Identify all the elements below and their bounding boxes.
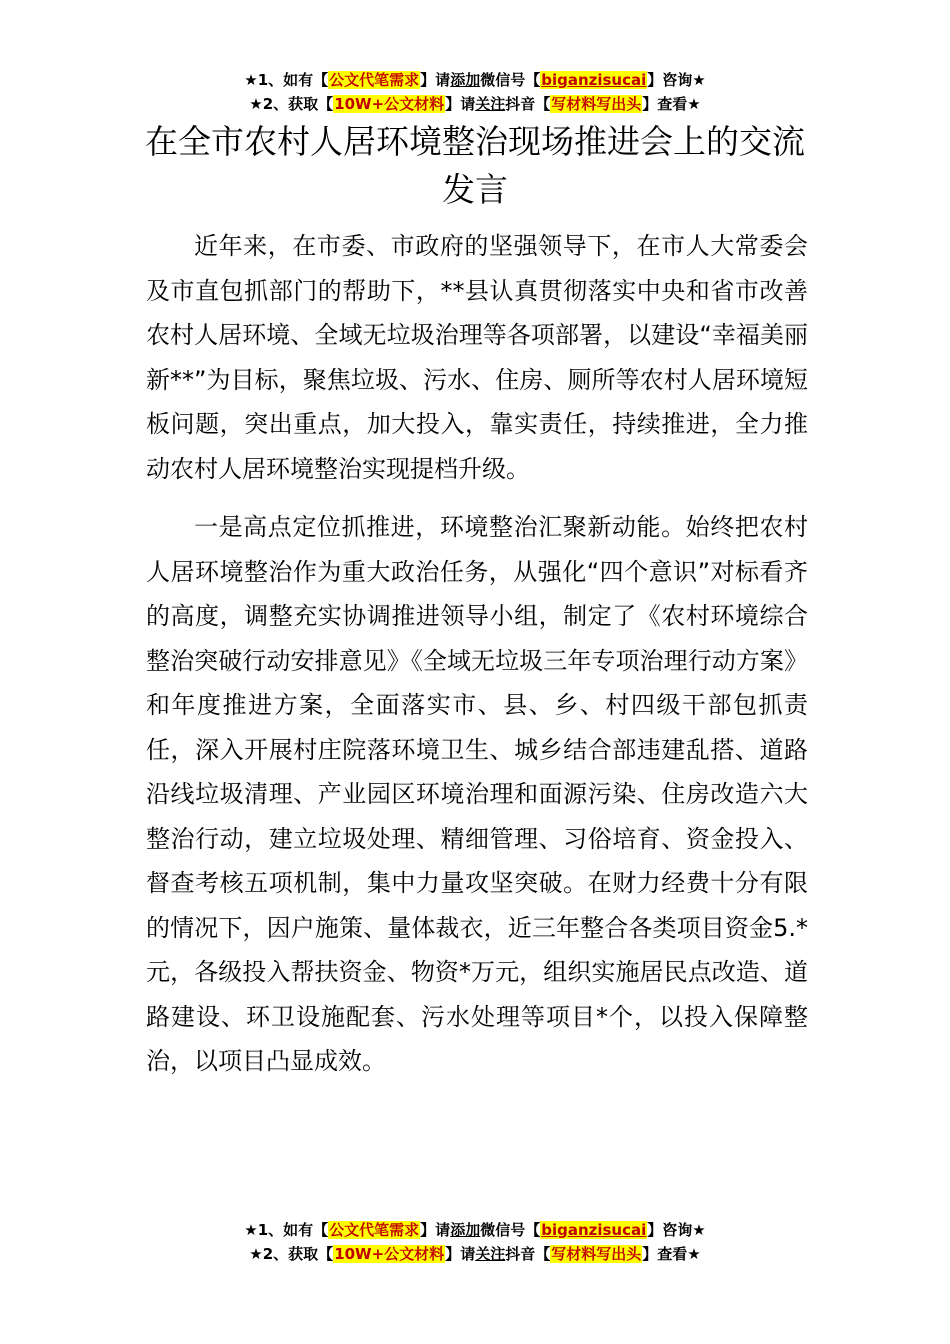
- promo-highlight: 10W+公文材料: [334, 95, 445, 113]
- promo-text: 】请: [445, 1245, 476, 1263]
- promo-text: 】查看★: [642, 1245, 701, 1263]
- promo-text: 】请: [420, 1221, 451, 1239]
- document-body: [146, 224, 808, 1098]
- promo-text: ★2、获取【: [249, 1245, 334, 1263]
- promo-highlight: 10W+公文材料: [334, 1245, 445, 1263]
- wechat-id-link[interactable]: biganzisucai: [541, 1221, 647, 1239]
- promo-underline: 关注: [475, 1245, 506, 1263]
- promo-text: ★1、如有【: [244, 71, 329, 89]
- promo-line-2: [0, 92, 950, 116]
- promo-highlight: 公文代笔需求: [329, 1221, 420, 1239]
- promo-highlight: 公文代笔需求: [329, 71, 420, 89]
- paragraph-intro: 近年来，在市委、市政府的坚强领导下，在市人大常委会及市直包抓部门的帮助下，**县认真贯彻落实中央和省市改善农村人居环境、全域无垃圾治理等各项部署，以建设“幸福美丽新**”为目标，聚焦垃圾、污水、住房、厕所等农村人居环境短板问题，突出重点，加大投入，靠实责任，持续推进，全力推动农村人居环境整治实现提档升级。: [146, 232, 808, 483]
- promo-text: 】查看★: [642, 95, 701, 113]
- promo-text: 抖音【: [505, 95, 551, 113]
- wechat-id-link[interactable]: biganzisucai: [541, 71, 647, 89]
- promo-text: ★1、如有【: [244, 1221, 329, 1239]
- paragraph-point-1: 一是高点定位抓推进，环境整治汇聚新动能。始终把农村人居环境整治作为重大政治任务，从强化“四个意识”对标看齐的高度，调整充实协调推进领导小组，制定了《农村环境综合整治突破行动安排意见》《全域无垃圾三年专项治理行动方案》和年度推进方案，全面落实市、县、乡、村四级干部包抓责任，深入开展村庄院落环境卫生、城乡结合部违建乱搭、道路沿线垃圾清理、产业园区环境治理和面源污染、住房改造六大整治行动，建立垃圾处理、精细管理、习俗培育、资金投入、督查考核五项机制，集中力量攻坚突破。在财力经费十分有限的情况下，因户施策、量体裁衣，近三年整合各类项目资金5.*元，各级投入帮扶资金、物资*万元，组织实施居民点改造、道路建设、环卫设施配套、污水处理等项目*个，以投入保障整治，以项目凸显成效。: [146, 513, 808, 1075]
- douyin-account: 写材料写出头: [551, 1245, 642, 1263]
- promo-underline: 添加: [450, 71, 481, 89]
- promo-text: 】咨询★: [647, 1221, 706, 1239]
- promo-text: 】请: [420, 71, 451, 89]
- promo-header: [0, 68, 950, 116]
- document-title: 在全市农村人居环境整治现场推进会上的交流发言: [145, 122, 805, 209]
- promo-footer: [0, 1218, 950, 1266]
- promo-line-2: [0, 1242, 950, 1266]
- promo-underline: 添加: [450, 1221, 481, 1239]
- promo-text: 微信号【: [480, 1221, 541, 1239]
- promo-line-1: [0, 68, 950, 92]
- promo-underline: 关注: [475, 95, 506, 113]
- promo-text: 微信号【: [480, 71, 541, 89]
- promo-text: ★2、获取【: [249, 95, 334, 113]
- douyin-account: 写材料写出头: [551, 95, 642, 113]
- promo-line-1: [0, 1218, 950, 1242]
- promo-text: 抖音【: [505, 1245, 551, 1263]
- promo-text: 】咨询★: [647, 71, 706, 89]
- promo-text: 】请: [445, 95, 476, 113]
